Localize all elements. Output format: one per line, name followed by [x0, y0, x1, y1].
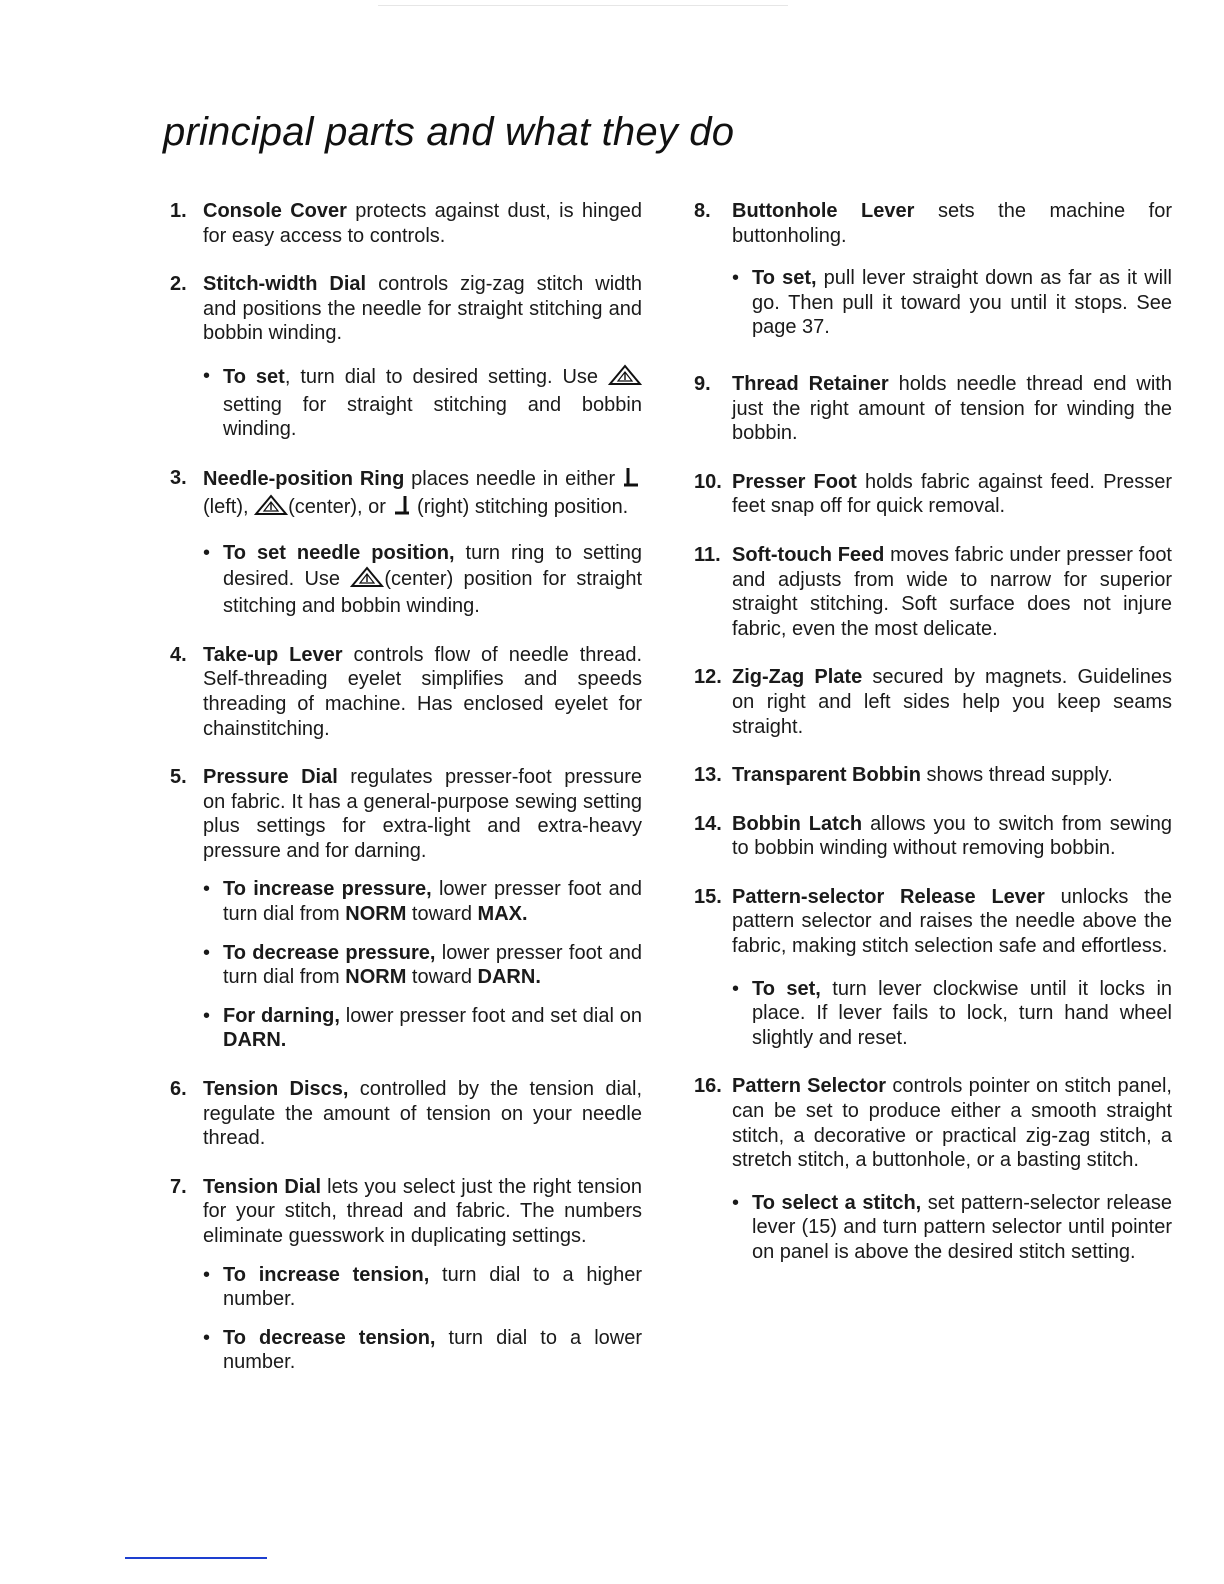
bullet-text: turn ring to setting desired. Use — [223, 541, 642, 590]
list-item-zig-zag-plate — [694, 665, 1172, 739]
item-term: Console Cover — [203, 200, 347, 222]
item-term: Take-up Lever — [203, 643, 343, 666]
bullet-text: set pattern-selector release lever (15) and turn pattern selector until pointer on panel is above the desired stitch setting. — [752, 1191, 1172, 1263]
item-text: holds needle thread end with just the right amount of tension for winding the bobbin. — [732, 372, 1172, 445]
page-title: principal parts and what they do — [163, 110, 735, 154]
bullet-text: . — [535, 966, 541, 989]
list-item-transparent-bobbin — [694, 763, 1172, 788]
bullet-term: To decrease tension, — [223, 1326, 436, 1349]
bullet-text: turn dial to a lower number. — [223, 1326, 642, 1374]
item-term: Zig-Zag Plate — [732, 666, 863, 689]
item-number: 2. — [170, 273, 187, 296]
item-number: 7. — [170, 1175, 187, 1198]
item-text: moves fabric under presser foot and adjusts from wide to narrow for superior straight stitching. Soft surface does not injure fabric, even the most delicate. — [732, 543, 1172, 640]
item-text: unlocks the pattern selector and raises the needle above the fabric, making stitch selection safe and effortless. — [732, 885, 1173, 958]
list-item-needle-position-ring — [170, 466, 642, 523]
item-text: (left), — [203, 496, 255, 519]
bullet-text: lower presser foot and turn dial from — [223, 878, 642, 926]
item-number: 13. — [694, 764, 722, 787]
list-item-buttonhole-lever — [694, 199, 1172, 248]
bullet-text: setting for straight stitching and bobbin winding. — [223, 393, 642, 441]
item-number: 15. — [694, 885, 722, 908]
item-text: allows you to switch from sewing to bobbin winding without removing bobbin. — [732, 812, 1173, 860]
bullet-text: lower presser foot and set dial on — [339, 1004, 642, 1027]
item-text: secured by magnets. Guidelines on right and left sides help you keep seams straight. — [732, 666, 1172, 738]
list-item-thread-retainer — [694, 372, 1172, 446]
bullet-term: To increase pressure, — [223, 878, 432, 901]
item-number: 11. — [694, 543, 721, 566]
bullet-text: (center) position for straight stitching and bobbin winding. — [223, 567, 642, 618]
bullet-marker: • — [203, 1004, 211, 1027]
bullet-term: To set, — [752, 267, 817, 290]
bullet-increase-tension — [203, 1263, 642, 1312]
setting-keyword: NORM — [345, 966, 407, 989]
item-text: holds fabric against feed. Presser feet snap off for quick removal. — [732, 470, 1172, 518]
bullet-text: toward — [406, 966, 478, 989]
list-item-soft-touch-feed — [694, 543, 1172, 641]
right-column — [694, 199, 1172, 1265]
item-term: Pressure Dial — [203, 766, 338, 789]
bullet-select-stitch — [732, 1191, 1172, 1265]
item-number: 6. — [170, 1078, 187, 1101]
list-item-console-cover — [170, 199, 642, 248]
bullet-term: To set needle position, — [223, 541, 455, 564]
bullet-term: To set, — [752, 977, 821, 1000]
item-term: Thread Retainer — [732, 372, 889, 395]
item-term: Buttonhole Lever — [732, 200, 915, 222]
item-term: Tension Dial — [203, 1175, 322, 1198]
item-number: 10. — [694, 470, 722, 493]
bullet-increase-pressure — [203, 877, 642, 926]
list-item-pattern-selector — [694, 1074, 1172, 1172]
bullet-text: turn dial to a higher number. — [223, 1263, 642, 1311]
list-item-take-up-lever — [170, 643, 642, 741]
item-term: Pattern-selector Release Lever — [732, 885, 1045, 908]
bullet-buttonhole-to-set — [732, 266, 1172, 340]
list-item-tension-dial — [170, 1175, 642, 1249]
bullet-decrease-pressure — [203, 941, 642, 990]
bullet-marker: • — [732, 267, 740, 290]
item-number: 8. — [694, 200, 711, 222]
bullet-term: To increase tension, — [223, 1263, 430, 1286]
bullet-marker: • — [203, 364, 211, 387]
item-text: lets you select just the right tension for your stitch, thread and fabric. The numbers eliminate guesswork in duplicating settings. — [203, 1175, 642, 1247]
bullet-text: toward — [406, 903, 478, 926]
left-needle-position-icon — [622, 466, 642, 495]
center-needle-position-triangle-icon — [254, 494, 288, 523]
item-term: Transparent Bobbin — [732, 764, 921, 787]
setting-keyword: DARN — [477, 966, 536, 989]
center-needle-position-triangle-icon — [350, 566, 384, 595]
setting-keyword: MAX — [477, 903, 522, 926]
bullet-text: . — [521, 903, 528, 926]
bullet-marker: • — [203, 1326, 211, 1349]
item-number: 14. — [694, 812, 722, 835]
item-term: Pattern Selector — [732, 1075, 887, 1098]
bullet-term: To select a stitch, — [752, 1191, 922, 1214]
item-term: Soft-touch Feed — [732, 543, 885, 566]
item-text: places needle in either — [404, 467, 623, 490]
bullet-for-darning — [203, 1004, 642, 1053]
bullet-marker: • — [203, 878, 211, 901]
setting-keyword: NORM — [345, 903, 407, 926]
list-item-tension-discs — [170, 1077, 642, 1151]
center-needle-position-triangle-icon — [608, 364, 642, 393]
bullet-release-lever-to-set — [732, 977, 1172, 1051]
list-item-bobbin-latch — [694, 812, 1172, 861]
bullet-needle-position-to-set — [203, 541, 642, 619]
item-text: controlled by the tension dial, regulate the amount of tension on your needle thread. — [203, 1078, 643, 1150]
item-text: controls pointer on stitch panel, can be set to produce either a smooth straight stitch, a decorative or practical zig-zag stitch, a stretch stitch, a buttonhole, or a basting stitch. — [732, 1075, 1172, 1172]
setting-keyword: DARN — [223, 1029, 281, 1052]
item-text: controls flow of needle thread. Self-threading eyelet simplifies and speeds threading of machine. Has enclosed eyelet for chainstitching. — [203, 643, 642, 740]
list-item-pattern-selector-release-lever — [694, 885, 1172, 959]
bullet-term: To decrease pressure, — [223, 941, 436, 964]
item-number: 4. — [170, 643, 187, 666]
left-column — [170, 199, 642, 1375]
bullet-marker: • — [732, 1191, 740, 1214]
item-number: 9. — [694, 372, 711, 395]
bullet-marker: • — [732, 977, 740, 1000]
bullet-term: To set — [223, 365, 285, 388]
bullet-text: , turn dial to desired setting. Use — [284, 365, 608, 388]
item-text: (center), or — [288, 496, 392, 519]
item-term: Presser Foot — [732, 470, 857, 493]
item-term: Needle-position Ring — [203, 467, 405, 490]
top-edge-line — [378, 5, 788, 6]
bullet-text: turn lever clockwise until it locks in place. If lever fails to lock, turn hand wheel slightly and reset. — [752, 977, 1173, 1049]
item-number: 12. — [694, 666, 722, 689]
item-number: 5. — [170, 766, 187, 789]
bullet-term: For darning, — [223, 1004, 340, 1027]
item-text: (right) stitching position. — [411, 496, 629, 519]
item-term: Stitch-width Dial — [203, 273, 367, 296]
item-text: regulates presser-foot pressure on fabric. It has a general-purpose sewing setting plus settings for extra-light and extra-heavy pressure and for darning. — [203, 766, 643, 862]
bullet-decrease-tension — [203, 1326, 642, 1375]
bullet-text: . — [280, 1029, 287, 1052]
item-text: protects against dust, is hinged for easy access to controls. — [203, 200, 642, 247]
bullet-stitch-width-to-set — [203, 364, 642, 442]
right-needle-position-icon — [391, 494, 411, 523]
item-number: 1. — [170, 200, 187, 222]
item-text: shows thread supply. — [920, 764, 1113, 787]
bullet-text: pull lever straight down as far as it will go. Then pull it toward you until it stops. See page 37. — [752, 267, 1172, 339]
item-text: controls zig-zag stitch width and positions the needle for straight stitching and bobbin winding. — [203, 273, 642, 345]
bullet-marker: • — [203, 1263, 211, 1286]
bullet-marker: • — [203, 541, 211, 564]
list-item-pressure-dial — [170, 765, 642, 863]
item-text: sets the machine for buttonholing. — [732, 200, 1172, 247]
item-term: Tension Discs, — [203, 1078, 349, 1101]
item-number: 16. — [694, 1075, 722, 1098]
item-term: Bobbin Latch — [732, 812, 863, 835]
list-item-stitch-width-dial — [170, 272, 642, 346]
bullet-marker: • — [203, 941, 211, 964]
footer-rule — [125, 1557, 267, 1559]
bullet-text: lower presser foot and turn dial from — [223, 941, 642, 989]
item-number: 3. — [170, 466, 187, 489]
list-item-presser-foot — [694, 470, 1172, 519]
